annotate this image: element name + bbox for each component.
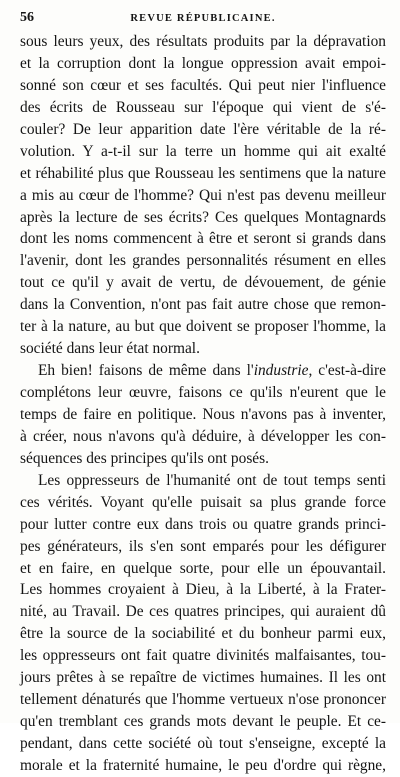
text-line: sonné son cœur et ses facultés. Qui peut nier l'influence: [20, 76, 386, 94]
text-line: Les oppresseurs de l'humanité ont de tout temps senti: [38, 471, 386, 489]
text-segment: Eh bien! faisons de même dans l': [38, 362, 254, 380]
text-line: ter à la nature, au but que doivent se proposer l'homme, la: [20, 318, 386, 336]
text-line: jours prêtes à se repaître de victimes humaines. Il les ont: [20, 669, 386, 687]
body-text: [20, 31, 386, 777]
page-number: 56: [20, 10, 34, 25]
italic-word: industrie: [253, 362, 309, 380]
text-line: être la source de la sociabilité et du bonheur parmi eux,: [20, 625, 386, 643]
text-line: à créer, nous n'avons qu'à déduire, à développer les con-: [20, 427, 386, 445]
page-header: [20, 10, 386, 28]
text-line: et en faire, en quelque sorte, pour elle un épouvantail.: [20, 559, 386, 577]
text-line: complétons leur œuvre, faisons ce qu'ils n'eurent que le: [20, 384, 386, 401]
text-line: des écrits de Rousseau sur l'époque qui vient de s'é-: [20, 98, 386, 116]
text-line: temps de faire en politique. Nous n'avons pas à inventer,: [20, 405, 386, 423]
text-line: couler? De leur apparition date l'ère véritable de la ré-: [20, 120, 386, 138]
text-line: et réhabilité plus que Rousseau les sentimens que la nature: [20, 164, 386, 182]
text-line: qu'en tremblant ces grands mots devant le peuple. Et ce-: [20, 713, 386, 731]
text-line: morale et la fraternité humaine, le peu d'ordre qui règne,: [20, 756, 386, 774]
text-line: l'avenir, dont les grandes personnalités résument en elles: [20, 252, 386, 270]
text-line: après la lecture de ses écrits? Ces quelques Montagnards: [20, 208, 386, 226]
text-line: ces vérités. Voyant qu'elle puisait sa plus grande force: [20, 493, 386, 511]
text-line: Les hommes croyaient à Dieu, à la Liberté, à la Frater-: [20, 581, 386, 599]
text-line: [20, 360, 386, 382]
text-line: dans la Convention, n'ont pas fait autre chose que remon-: [20, 296, 386, 314]
text-line: pendant, dans cette société où tout s'enseigne, excepté la: [20, 735, 386, 752]
running-head: REVUE RÉPUBLICAINE.: [130, 13, 276, 24]
text-line: pour lutter contre eux dans trois ou quatre grands princi-: [20, 515, 386, 533]
text-line: tellement dénaturés que l'homme vertueux n'ose prononcer: [20, 691, 386, 709]
text-line: volution. Y a-t-il sur la terre un homme qui ait exalté: [20, 142, 386, 160]
text-line: pes générateurs, ils s'en sont emparés pour les défigurer: [20, 537, 386, 555]
text-line: et la corruption dont la longue oppression avait empoi-: [20, 54, 386, 72]
text-line: séquences des principes qu'ils ont posés.: [20, 449, 269, 467]
text-line: société dans leur état normal.: [20, 340, 200, 358]
text-line: sous leurs yeux, des résultats produits par la dépravation: [20, 33, 386, 50]
text-line: nité, au Travail. De ces quatres principes, qui auraient dû: [20, 603, 386, 621]
text-line: tout ce qu'il y avait de vertu, de dévouement, de génie: [20, 274, 386, 292]
text-segment: , c'est-à-dire: [308, 362, 386, 380]
text-line: dont les noms commencent à être et seront si grands dans: [20, 230, 386, 248]
text-line: les oppresseurs ont fait quatre divinités malfaisantes, tou-: [20, 647, 386, 665]
text-line: a mis au cœur de l'homme? Qui n'est pas devenu meilleur: [20, 186, 386, 204]
